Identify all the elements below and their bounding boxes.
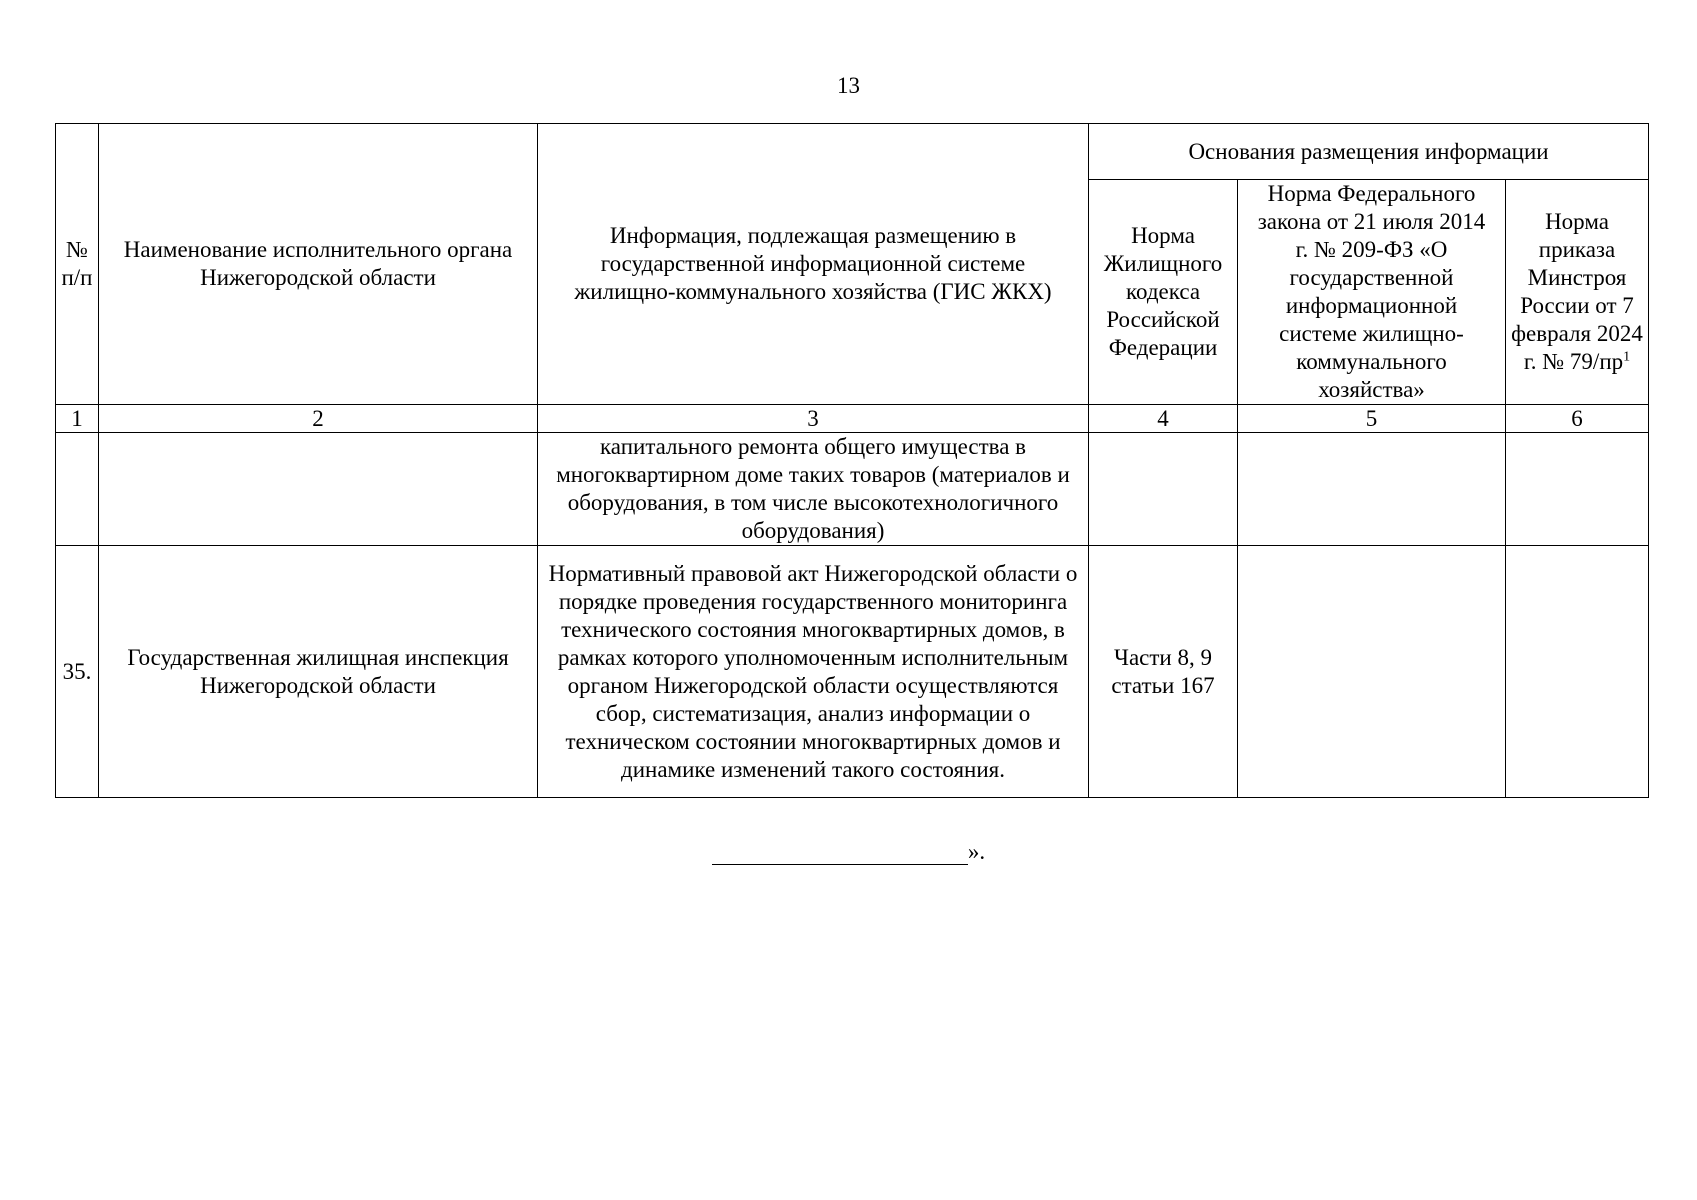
column-index: 1 bbox=[56, 405, 99, 433]
cell-minstroy-order-norm bbox=[1506, 546, 1649, 798]
footnote-marker: 1 bbox=[1623, 349, 1631, 365]
information-table bbox=[55, 123, 1649, 798]
closing-quote-mark: ». bbox=[967, 839, 986, 864]
cell-empty bbox=[1089, 433, 1238, 546]
column-index: 4 bbox=[1089, 405, 1238, 433]
cell-number: 35. bbox=[56, 546, 99, 798]
cell-organ-name: Государственная жилищная инспекция Нижегородской области bbox=[99, 546, 538, 798]
page-number: 13 bbox=[837, 73, 860, 98]
header-grounds-group: Основания размещения информации bbox=[1089, 124, 1649, 180]
cell-housing-code-norm: Части 8, 9 статьи 167 bbox=[1089, 546, 1238, 798]
header-minstroy-order-text: Норма приказа Минстроя России от 7 февраля 2024 г. № 79/пр bbox=[1511, 209, 1643, 374]
cell-information: Нормативный правовой акт Нижегородской области о порядке проведения государственного мониторинга технического состояния многоквартирных домов, в рамках которого уполномоченным исполнительным органом Нижегородской области осуществляются сбор, систематизация, анализ информации о техническом состоянии многоквартирных домов и динамике изменений такого состояния. bbox=[538, 546, 1089, 798]
column-index: 5 bbox=[1238, 405, 1506, 433]
table-row-continuation bbox=[56, 433, 1649, 546]
header-organ-name: Наименование исполнительного органа Нижегородской области bbox=[99, 124, 538, 405]
column-index: 2 bbox=[99, 405, 538, 433]
table-row bbox=[56, 546, 1649, 798]
cell-empty bbox=[1238, 433, 1506, 546]
cell-federal-law-norm bbox=[1238, 546, 1506, 798]
header-federal-law-norm: Норма Федерального закона от 21 июля 2014 г. № 209-ФЗ «О государственной информационной системе жилищно-коммунального хозяйства» bbox=[1238, 180, 1506, 405]
header-information: Информация, подлежащая размещению в государственной информационной системе жилищно-коммунального хозяйства (ГИС ЖКХ) bbox=[538, 124, 1089, 405]
column-index: 3 bbox=[538, 405, 1089, 433]
column-index: 6 bbox=[1506, 405, 1649, 433]
closing-underline bbox=[712, 838, 968, 865]
header-minstroy-order-norm bbox=[1506, 180, 1649, 405]
column-index-row bbox=[56, 405, 1649, 433]
cell-information-continued: капитального ремонта общего имущества в многоквартирном доме таких товаров (материалов и оборудования, в том числе высокотехнологичного оборудования) bbox=[538, 433, 1089, 546]
cell-empty bbox=[1506, 433, 1649, 546]
cell-empty bbox=[99, 433, 538, 546]
cell-empty bbox=[56, 433, 99, 546]
closing-line bbox=[0, 838, 1697, 866]
header-housing-code-norm: Норма Жилищного кодекса Российской Федерации bbox=[1089, 180, 1238, 405]
header-number: № п/п bbox=[56, 124, 99, 405]
